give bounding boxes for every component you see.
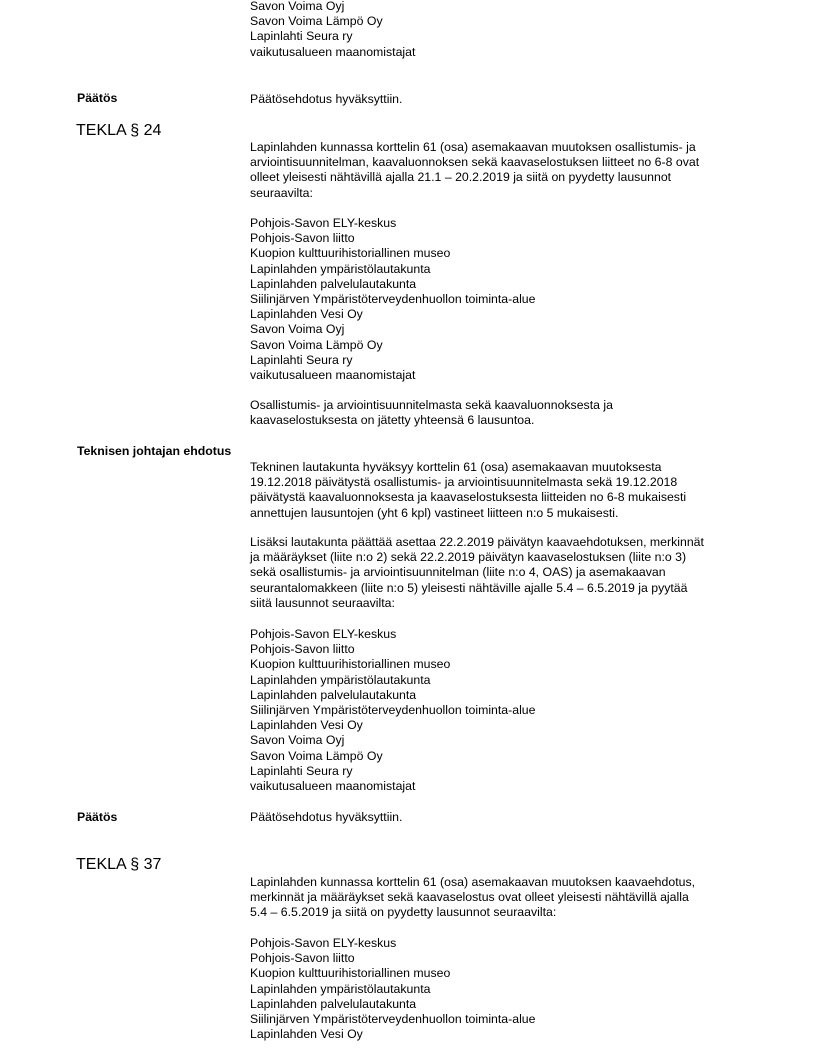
- section-intro: [250, 875, 695, 921]
- list-item: Siilinjärven Ympäristöterveydenhuollon toiminta-alue: [250, 702, 536, 717]
- list-item: Savon Voima Oyj: [250, 322, 345, 337]
- list-item: Savon Voima Lämpö Oy: [250, 748, 383, 763]
- decision-label: Päätös: [77, 91, 118, 105]
- list-item: Savon Voima Oyj: [250, 733, 345, 748]
- list-item: Pohjois-Savon liitto: [250, 231, 355, 246]
- paragraph-line: Osallistumis- ja arviointisuunnitelmasta sekä kaavaluonnoksesta ja: [250, 398, 613, 412]
- list-item: Kuopion kulttuurihistoriallinen museo: [250, 657, 451, 672]
- list-item: Pohjois-Savon liitto: [250, 642, 355, 657]
- paragraph-line: ja määräykset (liite n:o 2) sekä 22.2.2019 päivätyn kaavaselostuksen (liite n:o 3): [250, 550, 687, 565]
- list-item: vaikutusalueen maanomistajat: [250, 367, 416, 382]
- proposal-paragraph-1: [250, 460, 686, 521]
- decision-text: Päätösehdotus hyväksyttiin.: [250, 92, 403, 106]
- paragraph-line: seuraavilta:: [250, 185, 313, 200]
- paragraph-line: Tekninen lautakunta hyväksyy korttelin 61 (osa) asemakaavan muutoksesta: [250, 460, 662, 474]
- paragraph-line: Lapinlahden kunnassa korttelin 61 (osa) asemakaavan muutoksen osallistumis- ja: [250, 140, 696, 154]
- list-item: Lapinlahti Seura ry: [250, 763, 353, 778]
- decision-label: Päätös: [77, 810, 118, 824]
- list-item: vaikutusalueen maanomistajat: [250, 44, 416, 59]
- list-item: Pohjois-Savon liitto: [250, 951, 355, 966]
- section-summary: [250, 398, 613, 428]
- list-item: Pohjois-Savon ELY-keskus: [250, 216, 397, 230]
- paragraph-line: arviointisuunnitelman, kaavaluonnoksen sekä kaavaselostuksen liitteet no 6-8 ovat: [250, 155, 700, 170]
- list-item: Savon Voima Lämpö Oy: [250, 14, 383, 29]
- proposal-label: Teknisen johtajan ehdotus: [77, 444, 232, 458]
- paragraph-line: 19.12.2018 päivätystä osallistumis- ja arviointisuunnitelmasta sekä 19.12.2018: [250, 475, 678, 490]
- list-item: Lapinlahden palvelulautakunta: [250, 996, 417, 1011]
- paragraph-line: annettujen lausuntojen (yht 6 kpl) vastineet liitteen n:o 5 mukaisesti.: [250, 505, 619, 520]
- list-item: Lapinlahti Seura ry: [250, 352, 353, 367]
- paragraph-line: Lisäksi lautakunta päättää asettaa 22.2.2019 päivätyn kaavaehdotuksen, merkinnät: [250, 535, 704, 549]
- list-item: Lapinlahti Seura ry: [250, 29, 353, 44]
- list-item: Pohjois-Savon ELY-keskus: [250, 627, 397, 641]
- list-item: Lapinlahden palvelulautakunta: [250, 276, 417, 291]
- list-item: Savon Voima Oyj: [250, 0, 345, 13]
- list-item: Lapinlahden ympäristölautakunta: [250, 672, 431, 687]
- paragraph-line: seurantalomakkeen (liite n:o 5) yleisesti nähtäville ajalle 5.4 – 6.5.2019 ja pyytää: [250, 580, 688, 595]
- section-heading: TEKLA § 37: [76, 856, 162, 873]
- section-heading: TEKLA § 24: [76, 122, 162, 139]
- paragraph-line: olleet yleisesti nähtävillä ajalla 21.1 – 20.2.2019 ja siitä on pyydetty lausunnot: [250, 170, 672, 185]
- paragraph-line: 5.4 – 6.5.2019 ja siitä on pyydetty lausunnot seuraavilta:: [250, 905, 557, 920]
- list-item: Lapinlahden ympäristölautakunta: [250, 981, 431, 996]
- paragraph-line: sekä osallistumis- ja arviointisuunnitelman (liite n:o 4, OAS) ja asemakaavan: [250, 565, 666, 580]
- list-item: Lapinlahden Vesi Oy: [250, 718, 363, 733]
- section-intro: [250, 140, 699, 201]
- list-item: Pohjois-Savon ELY-keskus: [250, 936, 397, 950]
- list-item: Lapinlahden Vesi Oy: [250, 307, 363, 322]
- list-item: Lapinlahden palvelulautakunta: [250, 687, 417, 702]
- list-item: Lapinlahden ympäristölautakunta: [250, 261, 431, 276]
- paragraph-line: Lapinlahden kunnassa korttelin 61 (osa) asemakaavan muutoksen kaavaehdotus,: [250, 875, 696, 889]
- recipient-list: [250, 627, 536, 794]
- paragraph-line: päivätystä kaavaluonnoksesta ja kaavaselostuksesta liitteiden no 6-8 mukaisesti: [250, 490, 687, 505]
- paragraph-line: merkinnät ja määräykset sekä kaavaselostus ovat olleet yleisesti nähtävillä ajalla: [250, 890, 689, 905]
- list-item: Lapinlahden Vesi Oy: [250, 1027, 363, 1042]
- list-item: Savon Voima Lämpö Oy: [250, 337, 383, 352]
- list-item: Kuopion kulttuurihistoriallinen museo: [250, 246, 451, 261]
- paragraph-line: siitä lausunnot seuraavilta:: [250, 595, 395, 610]
- top-recipient-list: [250, 0, 415, 60]
- recipient-list: [250, 936, 536, 1042]
- list-item: Siilinjärven Ympäristöterveydenhuollon toiminta-alue: [250, 291, 536, 306]
- list-item: Kuopion kulttuurihistoriallinen museo: [250, 966, 451, 981]
- proposal-paragraph-2: [250, 535, 704, 611]
- list-item: Siilinjärven Ympäristöterveydenhuollon toiminta-alue: [250, 1011, 536, 1026]
- list-item: vaikutusalueen maanomistajat: [250, 778, 416, 793]
- paragraph-line: kaavaselostuksesta on jätetty yhteensä 6 lausuntoa.: [250, 413, 535, 428]
- recipient-list: [250, 216, 536, 383]
- decision-text: Päätösehdotus hyväksyttiin.: [250, 810, 403, 824]
